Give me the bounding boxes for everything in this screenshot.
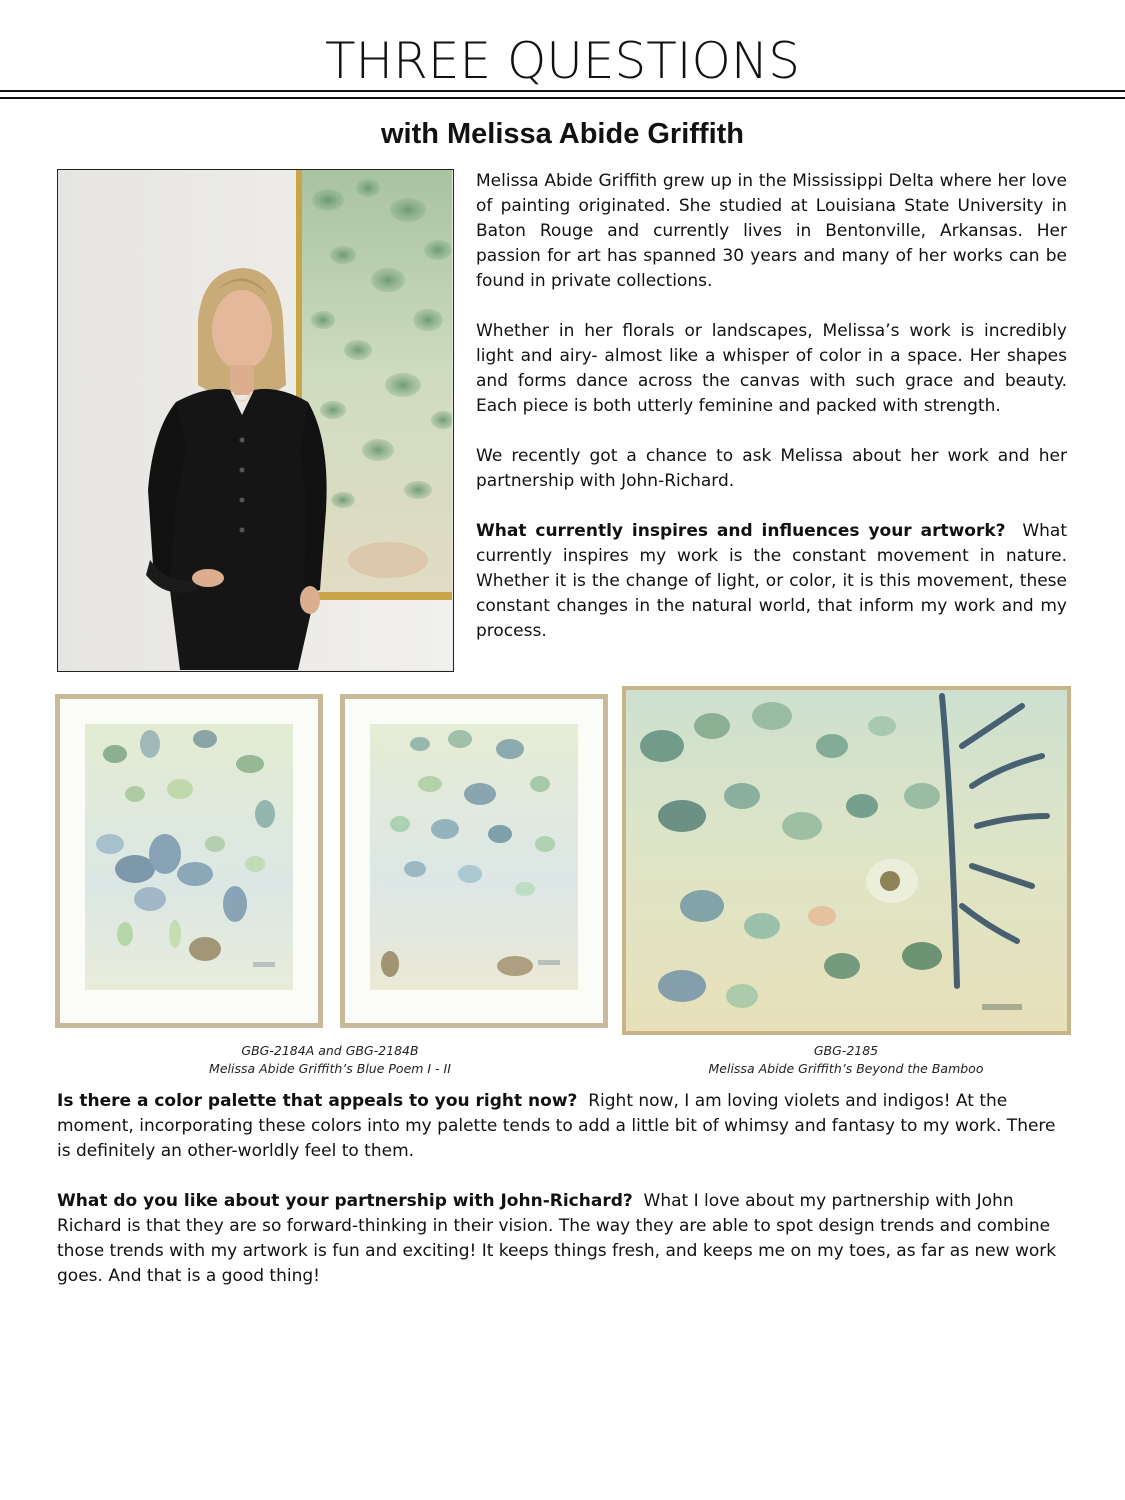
question-1: What currently inspires and influences your artwork? <box>476 521 1006 541</box>
question-3: What do you like about your partnership with John-Richard? <box>57 1191 633 1211</box>
blue-poem-ii-illustration <box>340 694 608 1028</box>
caption-blue-poem-title: Melissa Abide Griffith’s Blue Poem I - II <box>209 1061 451 1076</box>
caption-beyond-the-bamboo-title: Melissa Abide Griffith’s Beyond the Bamboo <box>708 1061 984 1076</box>
intro-text <box>476 169 1067 669</box>
caption-beyond-the-bamboo-code: GBG-2185 <box>813 1043 879 1058</box>
title-rule-top <box>0 90 1125 92</box>
intro-paragraph-bio: Melissa Abide Griffith grew up in the Mississippi Delta where her love of painting originated. She studied at Louisiana State University in Baton Rouge and currently lives in Bentonville, Arkansas. Her passion for art has spanned 30 years and many of her works can be found in private collections. <box>476 171 1067 291</box>
answer-2: Right now, I am loving violets and indigos! At the moment, incorporating these colors into my palette tends to add a little bit of whimsy and fantasy to my work. There is definitely an other-worldly feel to them. <box>57 1091 1056 1161</box>
question-2-block <box>57 1089 1067 1164</box>
page-title: THREE QUESTIONS <box>324 32 801 90</box>
question-3-block <box>57 1189 1067 1289</box>
artwork-beyond-the-bamboo <box>622 686 1071 1035</box>
portrait-illustration <box>58 170 452 670</box>
answer-1: What currently inspires my work is the constant movement in nature. Whether it is the change of light, or color, it is this movement, these constant changes in the natural world, that inform my work and my process. <box>476 521 1067 641</box>
intro-paragraph-style: Whether in her florals or landscapes, Melissa’s work is incredibly light and airy- almost like a whisper of color in a space. Her shapes and forms dance across the canvas with such grace and beauty. Each piece is both utterly feminine and packed with strength. <box>476 321 1067 416</box>
beyond-the-bamboo-illustration <box>622 686 1071 1035</box>
answer-3: What I love about my partnership with John Richard is that they are so forward-thinking in their vision. The way they are able to spot design trends and combine those trends with my artwork is fun and exciting! It keeps things fresh, and keeps me on my toes, as far as new work goes. And that is a good thing! <box>57 1191 1057 1286</box>
question-1-block <box>476 519 1067 644</box>
title-rule-bottom <box>0 97 1125 99</box>
blue-poem-i-illustration <box>55 694 323 1028</box>
intro-paragraph-lead: We recently got a chance to ask Melissa about her work and her partnership with John-Richard. <box>476 446 1067 491</box>
caption-blue-poem <box>130 1042 530 1078</box>
artwork-blue-poem-ii <box>340 694 608 1028</box>
lower-qa-text <box>57 1089 1067 1314</box>
caption-blue-poem-code: GBG-2184A and GBG-2184B <box>241 1043 419 1058</box>
page-subtitle: with Melissa Abide Griffith <box>380 118 745 150</box>
caption-beyond-the-bamboo <box>646 1042 1046 1078</box>
artwork-blue-poem-i <box>55 694 323 1028</box>
artist-portrait-photo <box>57 169 454 672</box>
question-2: Is there a color palette that appeals to you right now? <box>57 1091 578 1111</box>
